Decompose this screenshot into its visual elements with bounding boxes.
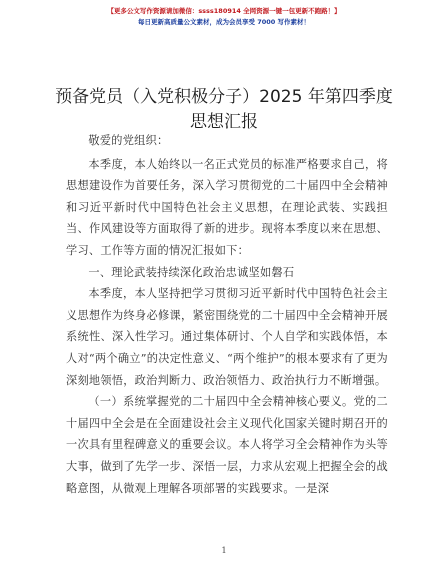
salutation: 敬爱的党组织： xyxy=(88,134,169,147)
section-heading-1: 一、理论武装持续深化政治忠诚坚如磐石 xyxy=(88,265,295,279)
document-title: 预备党员（入党积极分子）2025 年第四季度思想汇报 xyxy=(55,87,393,132)
paragraph-intro: 本季度，本人始终以一名正式党员的标准严格要求自己，将思想建设作为首要任务，深入学习贯彻党的二十届四中全会精神和习近平新时代中国特色社会主义思想，在理论武装、实践担当、作风建设等方面取得了新的进步。现将本季度以来在思想、学习、工作等方面的情况汇报如下： xyxy=(66,157,388,257)
promo-banner-line-2: 每日更新高质量公文素材，成为会员享受 7000 写作素材！ xyxy=(137,18,311,26)
paragraph-section-1: 本季度，本人坚持把学习贯彻习近平新时代中国特色社会主义思想作为终身必修课，紧密围绕党的二十届四中全会精神开展系统性、深入性学习。通过集体研讨、个人自学和实践体悟，本人对“两个确立”的决定性意义、“两个维护”的根本要求有了更为深刻地领悟，政治判断力、政治领悟力、政治执行力不断增强。 xyxy=(66,287,388,387)
paragraph-subsection-1: （一）系统掌握党的二十届四中全会精神核心要义。党的二十届四中全会是在全面建设社会主义现代化国家关键时期召开的一次具有里程碑意义的重要会议。本人将学习全会精神作为头等大事，做到了先学一步、深悟一层，力求从宏观上把握全会的战略意图，从微观上理解各项部署的实践要求。一是深 xyxy=(66,395,388,495)
document-body xyxy=(66,130,388,499)
page-number: 1 xyxy=(221,546,227,555)
promo-banner-line-1: 【更多公文写作资源请加微信：ssss180914 全网资源一键一包更新不跑路！】 xyxy=(107,7,341,15)
promo-banner xyxy=(0,6,448,28)
